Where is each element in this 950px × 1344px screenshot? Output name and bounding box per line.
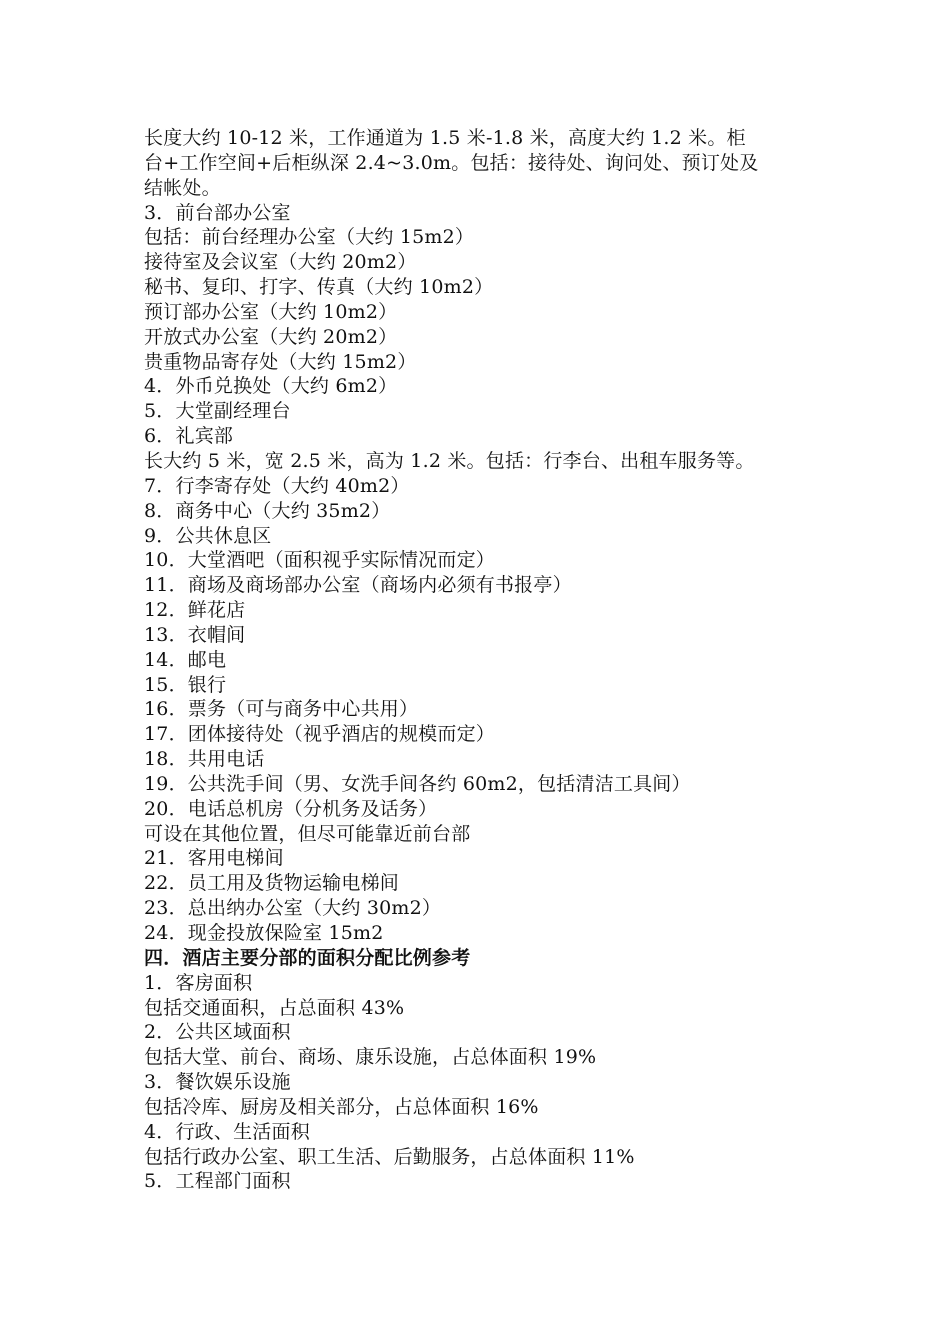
text-line: 贵重物品寄存处（大约 15m2） <box>144 350 417 373</box>
text-line: 3．前台部办公室 <box>144 201 291 224</box>
text-line: 10．大堂酒吧（面积视乎实际情况而定） <box>144 549 495 572</box>
text-line: 4．行政、生活面积 <box>144 1120 310 1143</box>
text-line: 长大约 5 米，宽 2.5 米，高为 1.2 米。包括：行李台、出租车服务等。 <box>144 449 755 472</box>
text-line: 2．公共区域面积 <box>144 1021 291 1044</box>
text-line: 23．总出纳办公室（大约 30m2） <box>144 897 442 920</box>
text-line: 接待室及会议室（大约 20m2） <box>144 251 417 274</box>
text-line: 长度大约 10-12 米，工作通道为 1.5 米-1.8 米，高度大约 1.2 米。柜 <box>144 127 746 149</box>
text-line: 可设在其他位置，但尽可能靠近前台部 <box>144 822 471 845</box>
text-line: 9．公共休息区 <box>144 524 272 547</box>
text-line: 预订部办公室（大约 10m2） <box>144 300 398 323</box>
text-line: 包括交通面积，占总面积 43% <box>144 996 405 1019</box>
text-line: 6．礼宾部 <box>144 425 234 448</box>
document-body <box>144 126 824 1194</box>
text-line: 结帐处。 <box>144 176 221 199</box>
text-line: 开放式办公室（大约 20m2） <box>144 325 398 348</box>
text-line: 16．票务（可与商务中心共用） <box>144 698 419 721</box>
text-line: 包括大堂、前台、商场、康乐设施，占总体面积 19% <box>144 1046 597 1069</box>
text-line: 19．公共洗手间（男、女洗手间各约 60m2，包括清洁工具间） <box>144 772 691 795</box>
text-line: 18．共用电话 <box>144 748 265 771</box>
text-line: 1．客房面积 <box>144 971 253 994</box>
text-line: 15．银行 <box>144 673 227 696</box>
text-line: 5．大堂副经理台 <box>144 400 291 423</box>
text-line: 3．餐饮娱乐设施 <box>144 1071 291 1094</box>
text-line: 20．电话总机房（分机务及话务） <box>144 797 438 820</box>
text-line: 7．行李寄存处（大约 40m2） <box>144 474 410 497</box>
section-heading: 四．酒店主要分部的面积分配比例参考 <box>144 946 471 969</box>
text-line: 台+工作空间+后柜纵深 2.4~3.0m。包括：接待处、询问处、预订处及 <box>144 151 759 174</box>
text-line: 包括：前台经理办公室（大约 15m2） <box>144 226 475 249</box>
text-line: 11．商场及商场部办公室（商场内必须有书报亭） <box>144 574 572 597</box>
text-line: 5．工程部门面积 <box>144 1170 291 1193</box>
text-line: 8．商务中心（大约 35m2） <box>144 499 391 522</box>
text-line: 秘书、复印、打字、传真（大约 10m2） <box>144 276 494 299</box>
text-line: 12．鲜花店 <box>144 599 246 622</box>
text-line: 包括冷库、厨房及相关部分，占总体面积 16% <box>144 1095 539 1118</box>
text-line: 21．客用电梯间 <box>144 847 284 870</box>
text-line: 4．外币兑换处（大约 6m2） <box>144 375 398 398</box>
text-line: 包括行政办公室、职工生活、后勤服务，占总体面积 11% <box>144 1145 635 1168</box>
text-line: 24．现金投放保险室 15m2 <box>144 922 384 944</box>
text-line: 13．衣帽间 <box>144 623 246 646</box>
text-line: 14．邮电 <box>144 648 227 671</box>
text-line: 22．员工用及货物运输电梯间 <box>144 872 399 895</box>
text-line: 17．团体接待处（视乎酒店的规模而定） <box>144 723 495 746</box>
